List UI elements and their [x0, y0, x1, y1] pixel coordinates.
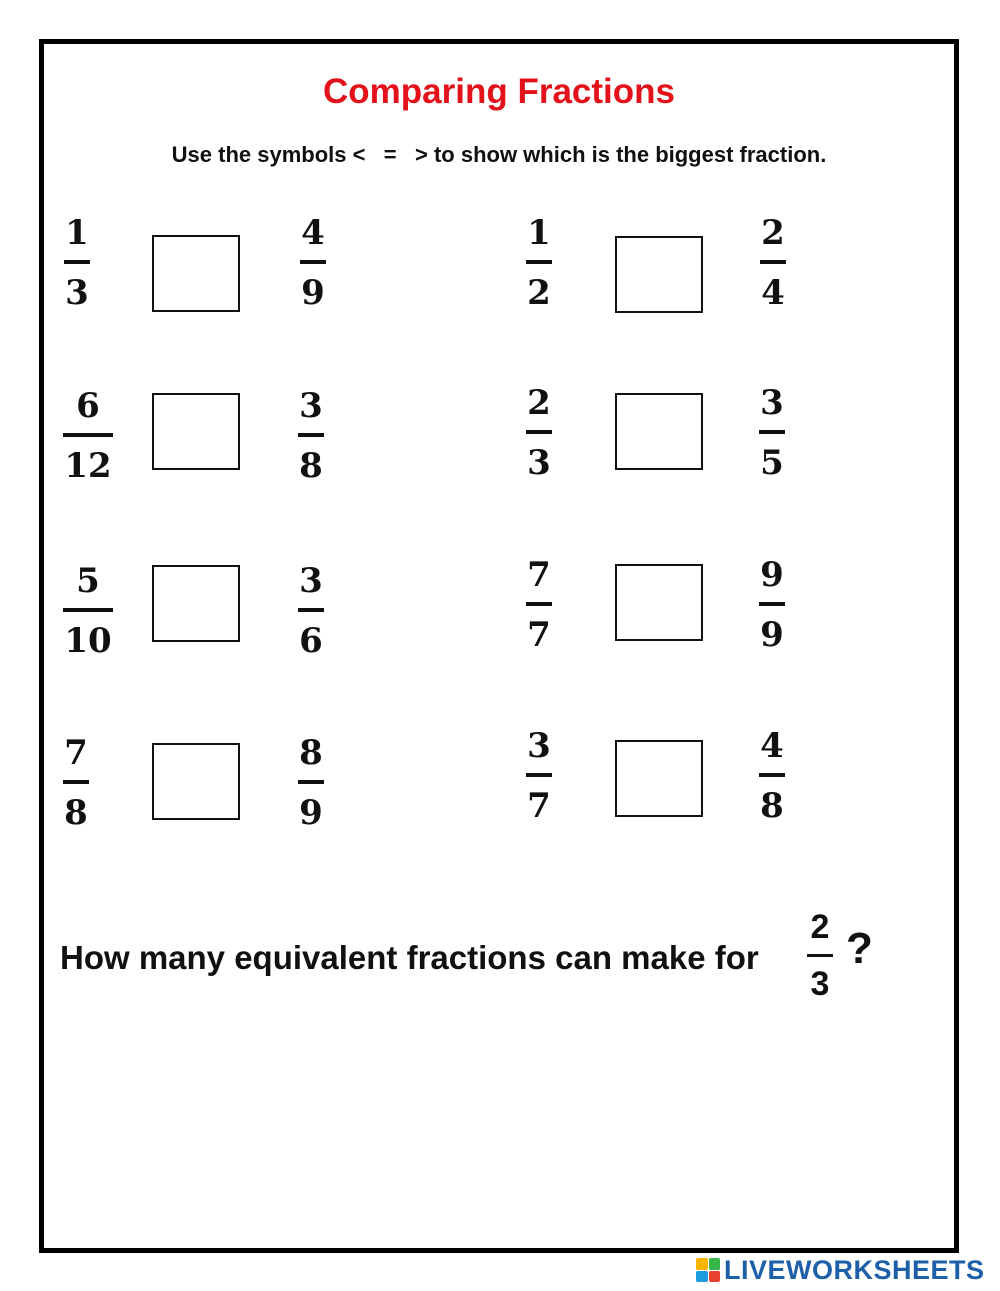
question-text: How many equivalent fractions can make for [60, 939, 759, 976]
numerator: 3 [299, 386, 323, 426]
fraction-bar [63, 608, 113, 612]
fraction-left-4-b [281, 733, 341, 833]
numerator: 9 [760, 555, 784, 595]
fraction-bar [526, 430, 552, 434]
numerator: 7 [527, 555, 551, 595]
fraction-bar [298, 433, 324, 437]
fraction-left-3-b [281, 561, 341, 661]
answer-box-left-2[interactable] [152, 393, 240, 470]
numerator: 3 [527, 726, 551, 766]
answer-box-left-3[interactable] [152, 565, 240, 642]
denominator: 3 [65, 273, 89, 313]
fraction-bar [298, 608, 324, 612]
fraction-bar [526, 260, 552, 264]
question-fraction [800, 910, 840, 1001]
worksheet-frame [39, 39, 959, 1253]
denominator: 9 [760, 615, 784, 655]
fraction-left-1-a [47, 213, 107, 313]
fraction-right-1-a [509, 213, 569, 313]
instruction-text: Use the symbols < = > to show which is the biggest fraction. [171, 142, 827, 167]
liveworksheets-logo-icon [696, 1258, 720, 1282]
fraction-bar [64, 260, 90, 264]
denominator: 12 [64, 446, 112, 486]
fraction-left-2-a [58, 386, 118, 486]
fraction-bar [526, 773, 552, 777]
denominator: 9 [301, 273, 325, 313]
numerator: 3 [299, 561, 323, 601]
fraction-bar [759, 602, 785, 606]
numerator: 4 [760, 726, 784, 766]
denominator: 8 [64, 793, 88, 833]
fraction-left-3-a [58, 561, 118, 661]
numerator: 7 [64, 733, 88, 773]
fraction-bar [298, 780, 324, 784]
numerator: 5 [76, 561, 100, 601]
fraction-right-3-b [742, 555, 802, 655]
denominator: 7 [527, 786, 551, 826]
fraction-right-1-b [743, 213, 803, 313]
denominator: 6 [299, 621, 323, 661]
numerator: 2 [761, 213, 785, 253]
question-mark: ? [846, 924, 873, 973]
fraction-right-4-b [742, 726, 802, 826]
answer-box-right-1[interactable] [615, 236, 703, 313]
fraction-left-4-a [46, 733, 106, 833]
denominator: 8 [299, 446, 323, 486]
answer-box-right-4[interactable] [615, 740, 703, 817]
answer-box-right-2[interactable] [615, 393, 703, 470]
fraction-bar [807, 954, 833, 957]
denominator: 4 [761, 273, 785, 313]
fraction-left-1-b [283, 213, 343, 313]
liveworksheets-logo[interactable] [696, 1254, 985, 1286]
fraction-right-3-a [509, 555, 569, 655]
fraction-bar [526, 602, 552, 606]
fraction-bar [300, 260, 326, 264]
numerator: 1 [527, 213, 551, 253]
numerator: 8 [299, 733, 323, 773]
fraction-bar [760, 260, 786, 264]
fraction-left-2-b [281, 386, 341, 486]
denominator: 9 [299, 793, 323, 833]
answer-box-left-4[interactable] [152, 743, 240, 820]
worksheet-title: Comparing Fractions [323, 72, 675, 111]
logo-text: LIVEWORKSHEETS [724, 1254, 985, 1285]
denominator: 5 [760, 443, 784, 483]
denominator: 2 [527, 273, 551, 313]
fraction-bar [63, 433, 113, 437]
numerator: 2 [810, 908, 830, 946]
denominator: 8 [760, 786, 784, 826]
denominator: 7 [527, 615, 551, 655]
numerator: 2 [527, 383, 551, 423]
answer-box-left-1[interactable] [152, 235, 240, 312]
fraction-right-2-a [509, 383, 569, 483]
numerator: 3 [760, 383, 784, 423]
fraction-right-4-a [509, 726, 569, 826]
denominator: 3 [810, 965, 830, 1003]
fraction-bar [759, 430, 785, 434]
numerator: 1 [65, 213, 89, 253]
answer-box-right-3[interactable] [615, 564, 703, 641]
denominator: 3 [527, 443, 551, 483]
fraction-right-2-b [742, 383, 802, 483]
numerator: 6 [76, 386, 100, 426]
numerator: 4 [301, 213, 325, 253]
fraction-bar [759, 773, 785, 777]
fraction-bar [63, 780, 89, 784]
denominator: 10 [64, 621, 112, 661]
